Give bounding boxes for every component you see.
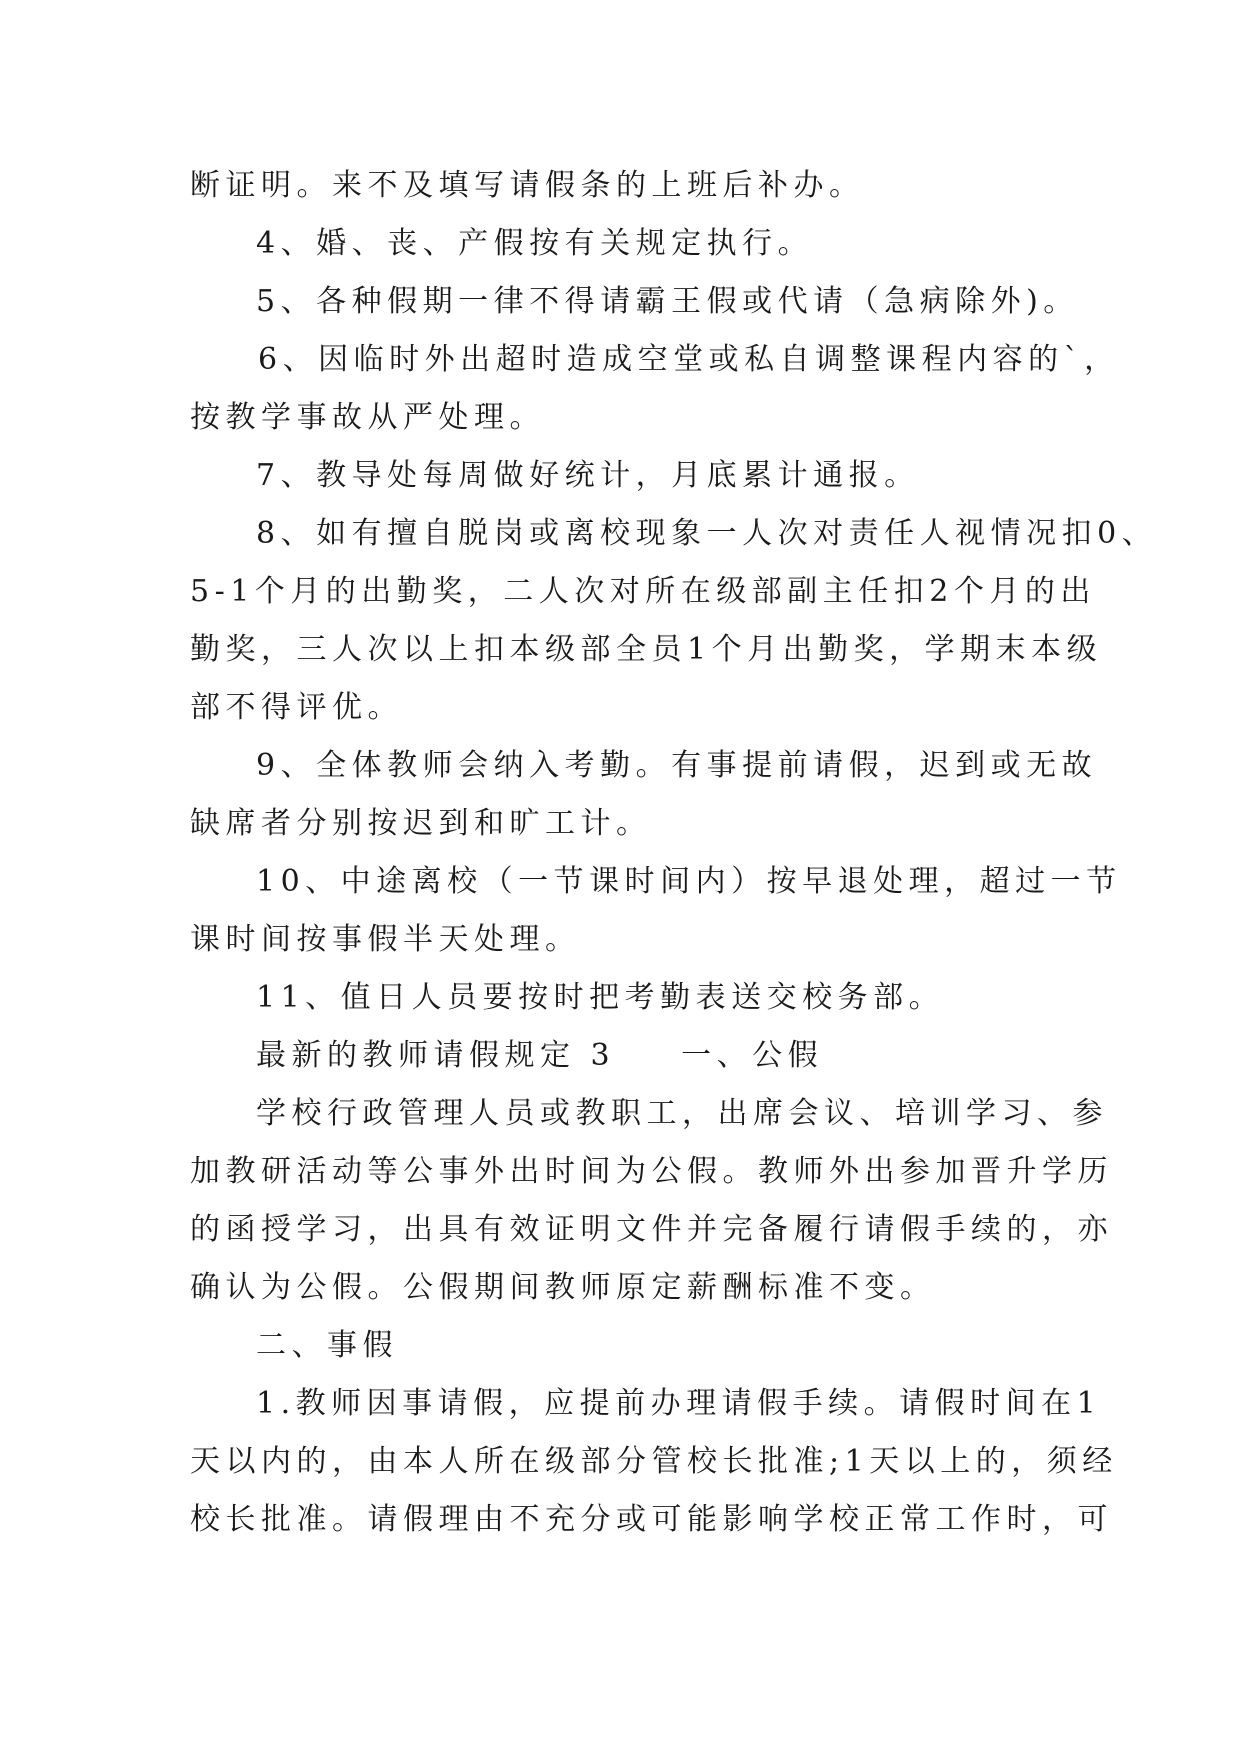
text-line: 校长批准。请假理由不充分或可能影响学校正常工作时，可 <box>190 1502 1113 1537</box>
paragraph-start: 学校行政管理人员或教职工，出席会议、培训学习、参 <box>256 1096 1108 1131</box>
list-item-7: 7、教导处每周做好统计，月底累计通报。 <box>256 458 920 493</box>
text-line: 缺席者分别按迟到和旷工计。 <box>190 806 652 841</box>
text-line: 5-1个月的出勤奖，二人次对所在级部副主任扣2个月的出 <box>190 574 1096 609</box>
text-line: 部不得评优。 <box>190 690 403 725</box>
text-line: 天以内的，由本人所在级部分管校长批准;1天以上的，须经 <box>190 1444 1118 1479</box>
section-subheading: 二、事假 <box>256 1328 398 1363</box>
list-item-6: 6、因临时外出超时造成空堂或私自调整课程内容的`， <box>258 342 1120 377</box>
list-item-4: 4、婚、丧、产假按有关规定执行。 <box>256 226 814 261</box>
text-line: 按教学事故从严处理。 <box>190 400 545 435</box>
text-line: 的函授学习，出具有效证明文件并完备履行请假手续的，亦 <box>190 1212 1113 1247</box>
list-item-9: 9、全体教师会纳入考勤。有事提前请假，迟到或无故 <box>256 748 1098 783</box>
list-item-5: 5、各种假期一律不得请霸王假或代请（急病除外)。 <box>256 284 1079 319</box>
list-item-1: 1.教师因事请假，应提前办理请假手续。请假时间在1 <box>256 1386 1102 1421</box>
section-subheading: 一、公假 <box>681 1038 824 1073</box>
list-item-11: 11、值日人员要按时把考勤表送交校务部。 <box>256 980 945 1015</box>
section-title: 最新的教师请假规定 3 <box>256 1038 616 1073</box>
list-item-10: 10、中途离校（一节课时间内）按早退处理，超过一节 <box>256 864 1122 899</box>
text-line: 勤奖，三人次以上扣本级部全员1个月出勤奖，学期末本级 <box>190 632 1103 667</box>
text-line: 加教研活动等公事外出时间为公假。教师外出参加晋升学历 <box>190 1154 1113 1189</box>
text-line: 课时间按事假半天处理。 <box>190 922 581 957</box>
list-item-8: 8、如有擅自脱岗或离校现象一人次对责任人视情况扣0、 <box>256 516 1158 551</box>
section-heading-line <box>256 1036 823 1076</box>
text-line: 确认为公假。公假期间教师原定薪酬标准不变。 <box>190 1270 936 1305</box>
text-line: 断证明。来不及填写请假条的上班后补办。 <box>190 168 865 203</box>
